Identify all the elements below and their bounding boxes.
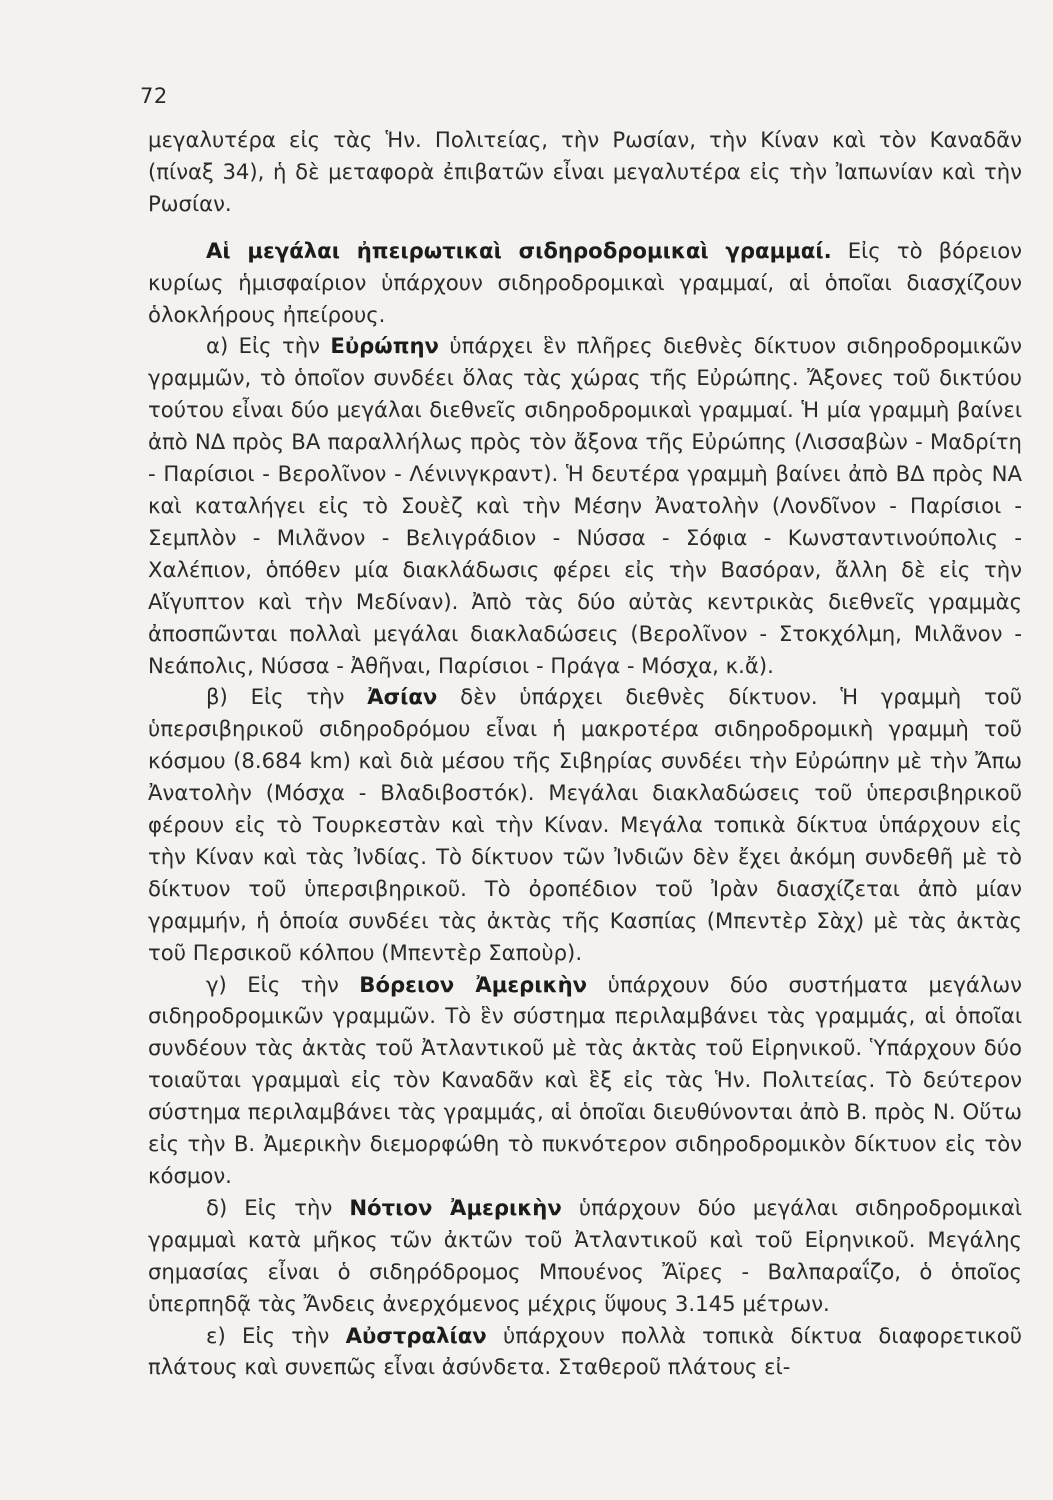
paragraph-rail-lines [148, 235, 1022, 331]
item-text: ὑπάρχουν πολλὰ τοπικὰ δίκτυα διαφορετικοῦ πλάτους καὶ συνεπῶς εἶναι ἀσύνδετα. Σταθεροῦ πλάτους εἰ- [148, 1322, 1023, 1380]
paragraph-south-america [148, 1192, 1022, 1320]
item-text: δὲν ὑπάρχει διεθνὲς δίκτυον. Ἡ γραμμὴ τοῦ ὑπερσιβηρικοῦ σιδηροδρόμου εἶναι ἡ μακροτέρα σιδηροδρομικὴ γραμμὴ τοῦ κόσμου (8.684 km) καὶ διὰ μέσου τῆς Σιβηρίας συνδέει τὴν Εὐρώπην μὲ τὴν Ἄπω Ἀνατολὴν (Μόσχα - Βλαδιβοστόκ). Μεγάλαι διακλαδώσεις τοῦ ὑπερσιβηρικοῦ φέρουν εἰς τὸ Τουρκεστὰν καὶ τὴν Κίναν. Μεγάλα τοπικὰ δίκτυα ὑπάρχουν εἰς τὴν Κίναν καὶ τὰς Ἰνδίας. Τὸ δίκτυον τῶν Ἰνδιῶν δὲν ἔχει ἀκόμη συνδεθῆ μὲ τὸ δίκτυον τοῦ ὑπερσιβηρικοῦ. Τὸ ὀροπέδιον τοῦ Ἰρὰν διασχίζεται ἀπὸ μίαν γραμμήν, ἡ ὁποία συνδέει τὰς ἀκτὰς τῆς Κασπίας (Μπεντὲρ Σὰχ) μὲ τὰς ἀκτὰς τοῦ Περσικοῦ κόλπου (Μπεντὲρ Σαποὺρ). [148, 684, 1022, 965]
keyword-north-america: Βόρειον Ἀμερικὴν [359, 971, 588, 997]
section-heading: Αἱ μεγάλαι ἠπειρωτικαὶ σιδηροδρομικαὶ γραμμαί. [206, 237, 832, 263]
paragraph-australia [148, 1320, 1022, 1384]
page-body [148, 124, 1022, 1383]
keyword-europe: Εὐρώπην [330, 333, 439, 359]
paragraph-north-america [148, 969, 1022, 1192]
item-label: γ) Εἰς τὴν [206, 971, 360, 997]
item-text: ὑπάρχει ἓν πλῆρες διεθνὲς δίκτυον σιδηροδρομικῶν γραμμῶν, τὸ ὁποῖον συνδέει ὅλας τὰς χώρας τῆς Εὐρώπης. Ἄξονες τοῦ δικτύου τούτου εἶναι δύο μεγάλαι διεθνεῖς σιδηροδρομικαὶ γραμμαί. Ἡ μία γραμμὴ βαίνει ἀπὸ ΝΔ πρὸς ΒΑ παραλλήλως πρὸς τὸν ἄξονα τῆς Εὐρώπης (Λισσαβὼν - Μαδρίτη - Παρίσιοι - Βερολῖνον - Λένινγκραντ). Ἡ δευτέρα γραμμὴ βαίνει ἀπὸ ΒΔ πρὸς ΝΑ καὶ καταλήγει εἰς τὸ Σουὲζ καὶ τὴν Μέσην Ἀνατολὴν (Λονδῖνον - Παρίσιοι - Σεμπλὸν - Μιλᾶνον - Βελιγράδιον - Νύσσα - Σόφια - Κωνσταντινούπολις - Χαλέπιον, ὁπόθεν μία διακλάδωσις φέρει εἰς τὴν Βασόραν, ἄλλη δὲ εἰς τὴν Αἴγυπτον καὶ τὴν Μεδίναν). Ἀπὸ τὰς δύο αὐτὰς κεντρικὰς διεθνεῖς γραμμὰς ἀποσπῶνται πολλαὶ μεγάλαι διακλαδώσεις (Βερολῖνον - Στοκχόλμη, Μιλᾶνον - Νεάπολις, Νύσσα - Ἀθῆναι, Παρίσιοι - Πράγα - Μόσχα, κ.ἄ). [148, 333, 1022, 678]
paragraph-europe [148, 330, 1022, 681]
item-label: α) Εἰς τὴν [206, 333, 331, 359]
item-label: ε) Εἰς τὴν [206, 1322, 346, 1348]
keyword-south-america: Νότιον Ἀμερικὴν [349, 1194, 562, 1220]
paragraph-asia [148, 681, 1022, 968]
item-text: ὑπάρχουν δύο συστήματα μεγάλων σιδηροδρομικῶν γραμμῶν. Τὸ ἓν σύστημα περιλαμβάνει τὰς γραμμάς, αἱ ὁποῖαι συνδέουν τὰς ἀκτὰς τοῦ Ἀτλαντικοῦ μὲ τὰς ἀκτὰς τοῦ Εἰρηνικοῦ. Ὑπάρχουν δύο τοιαῦται γραμμαὶ εἰς τὸν Καναδᾶν καὶ ἓξ εἰς τὰς Ἡν. Πολιτείας. Τὸ δεύτερον σύστημα περιλαμβάνει τὰς γραμμάς, αἱ ὁποῖαι διευθύνονται ἀπὸ Β. πρὸς Ν. Οὕτω εἰς τὴν Β. Ἀμερικὴν διεμορφώθη τὸ πυκνότερον σιδηροδρομικὸν δίκτυον εἰς τὸν κόσμον. [148, 971, 1022, 1188]
item-label: δ) Εἰς τὴν [206, 1194, 350, 1220]
section-text: Εἰς τὸ βόρειον κυρίως ἡμισφαίριον ὑπάρχουν σιδηροδρομικαὶ γραμμαί, αἱ ὁποῖαι διασχίζουν ὁλοκλήρους ἠπείρους. [148, 237, 1023, 327]
keyword-asia: Ἀσίαν [367, 684, 438, 710]
item-label: β) Εἰς τὴν [206, 684, 368, 710]
page-number: 72 [140, 84, 168, 108]
keyword-australia: Αὐστραλίαν [345, 1322, 487, 1348]
paragraph-intro: μεγαλυτέρα εἰς τὰς Ἡν. Πολιτείας, τὴν Ρωσίαν, τὴν Κίναν καὶ τὸν Καναδᾶν (πίναξ 34), ἡ δὲ μεταφορὰ ἐπιβατῶν εἶναι μεγαλυτέρα εἰς τὴν Ἰαπωνίαν καὶ τὴν Ρωσίαν. [148, 127, 1022, 216]
item-text: ὑπάρχουν δύο μεγάλαι σιδηροδρομικαὶ γραμμαὶ κατὰ μῆκος τῶν ἀκτῶν τοῦ Ἀτλαντικοῦ καὶ τοῦ Εἰρηνικοῦ. Μεγάλης σημασίας εἶναι ὁ σιδηρόδρομος Μπουένος Ἄϊρες - Βαλπαραΐζο, ὁ ὁποῖος ὑπερπηδᾷ τὰς Ἄνδεις ἀνερχόμενος μέχρις ὕψους 3.145 μέτρων. [148, 1194, 1023, 1316]
